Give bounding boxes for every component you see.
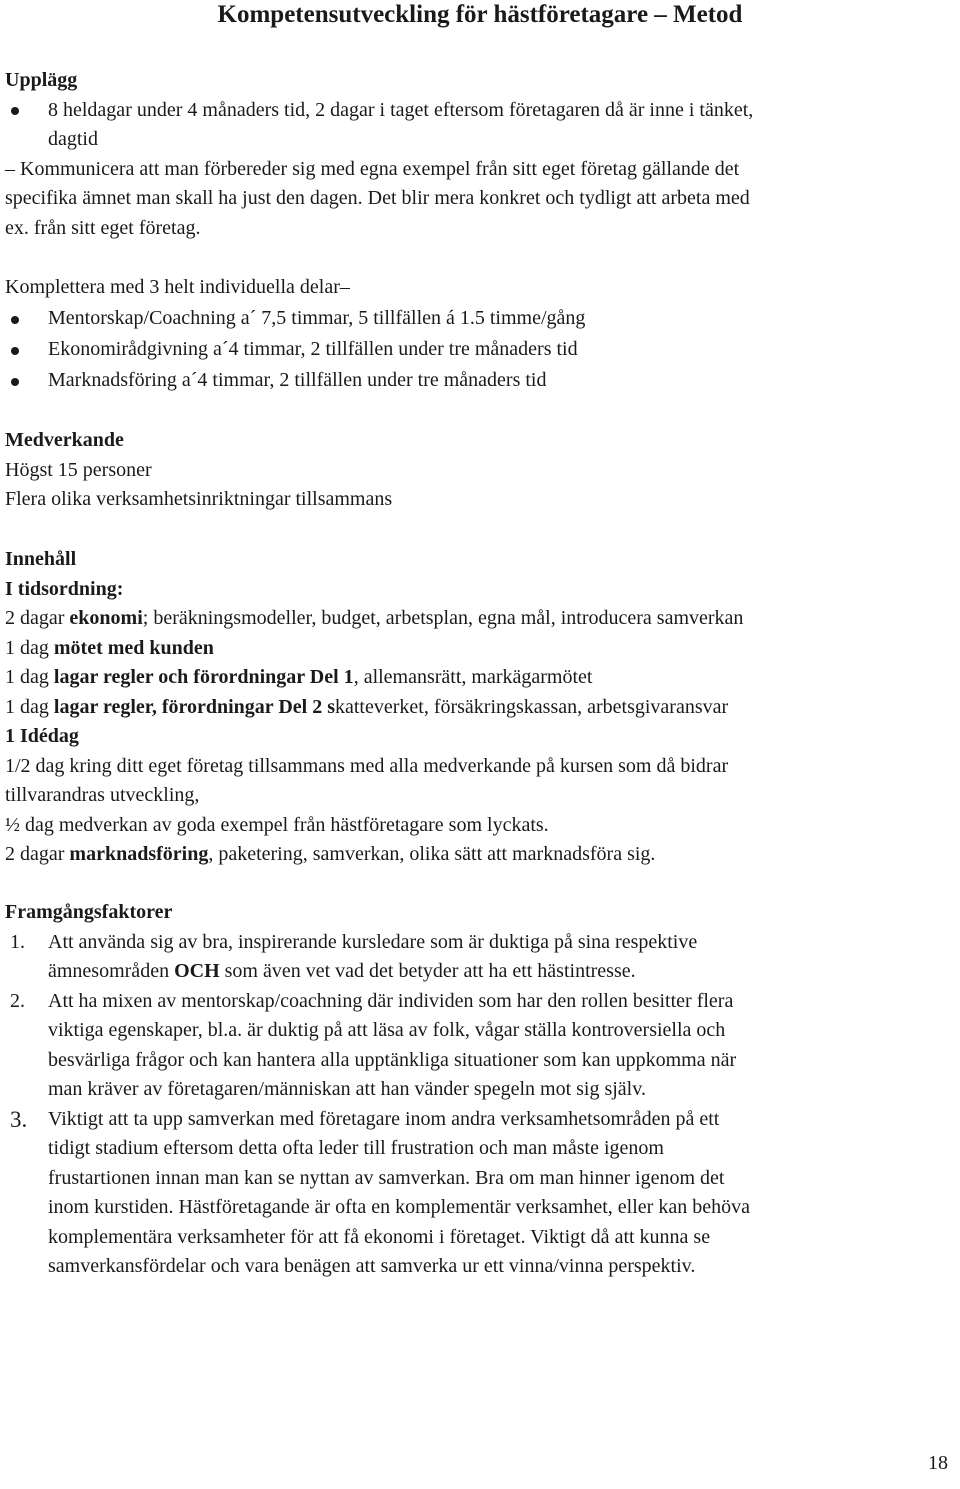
bullet-icon <box>11 107 19 115</box>
line-part: 2 dagar <box>5 607 70 629</box>
item-line: man kräver av företagaren/människan att han vänder spegeln mot sig själv. <box>48 1078 646 1100</box>
komplettera-item <box>5 303 955 334</box>
section-framgangsfaktorer <box>5 898 955 1282</box>
section-innehall <box>5 545 955 870</box>
upplagg-paragraph-line: specifika ämnet man skall ha just den dagen. Det blir mera konkret och tydligt att arbeta med <box>5 187 750 209</box>
upplagg-paragraph-line: ex. från sitt eget företag. <box>5 216 201 239</box>
upplagg-paragraph-line: – Kommunicera att man förbereder sig med egna exempel från sitt eget företag gällande det <box>5 157 740 180</box>
item-line: Att använda sig av bra, inspirerande kursledare som är duktiga på sina respektive <box>48 930 698 953</box>
page-number: 18 <box>928 1452 948 1474</box>
medverkande-heading: Medverkande <box>5 429 124 451</box>
item-line: besvärliga frågor och kan hantera alla upptänkliga situationer som kan uppkomma när <box>48 1048 737 1071</box>
line-part: , allemansrätt, markägarmötet <box>353 666 593 688</box>
innehall-line: 1/2 dag kring ditt eget företag tillsammans med alla medverkande på kursen som då bidrar <box>5 754 729 777</box>
item-line: Viktigt att ta upp samverkan med företagare inom andra verksamhetsområden på ett <box>48 1107 720 1130</box>
section-upplagg <box>5 66 955 243</box>
innehall-subheading: I tidsordning: <box>5 577 124 600</box>
komplettera-item <box>5 365 955 396</box>
innehall-line <box>5 634 955 664</box>
item-line: komplementära verksamheter för att få ekonomi i företaget. Viktigt då att kunna se <box>48 1225 711 1248</box>
item-line: viktiga egenskaper, bl.a. är duktig på att läsa av folk, vågar ställa kontroversiella och <box>48 1019 726 1041</box>
item-number: 1. <box>10 930 25 953</box>
line-part: 1 dag <box>5 666 54 688</box>
innehall-line: 1 Idédag <box>5 725 79 747</box>
framgang-item-3 <box>5 1105 955 1282</box>
medverkande-line: Flera olika verksamhetsinriktningar tillsammans <box>5 488 393 510</box>
page-title: Kompetensutveckling för hästföretagare – Metod <box>217 1 743 28</box>
line-emphasis: OCH <box>174 960 220 982</box>
line-part: ämnesområden <box>48 960 175 982</box>
innehall-line <box>5 663 955 693</box>
komplettera-item-text: Ekonomirådgivning a´4 timmar, 2 tillfällen under tre månaders tid <box>48 337 578 360</box>
line-emphasis: marknadsföring <box>69 843 209 865</box>
item-line: Att ha mixen av mentorskap/coachning där individen som har den rollen besitter flera <box>48 989 734 1012</box>
line-part: 2 dagar <box>5 843 70 865</box>
innehall-line: tillvarandras utveckling, <box>5 784 200 806</box>
item-line: frustartionen innan man kan se nyttan av samverkan. Bra om man hinner igenom det <box>48 1166 725 1189</box>
innehall-heading: Innehåll <box>5 548 77 570</box>
bullet-icon <box>11 347 19 355</box>
section-medverkande <box>5 426 955 515</box>
line-part: katteverket, försäkringskassan, arbetsgivaransvar <box>334 695 729 718</box>
section-komplettera <box>5 273 955 396</box>
upplagg-bullet-line: dagtid <box>48 128 98 150</box>
line-emphasis: lagar regler och förordningar Del 1 <box>53 666 354 688</box>
line-emphasis: lagar regler, förordningar Del 2 s <box>53 695 335 718</box>
line-part: , paketering, samverkan, olika sätt att marknadsföra sig. <box>208 843 656 865</box>
upplagg-heading: Upplägg <box>5 69 78 91</box>
line-part: 1 dag <box>5 636 54 659</box>
innehall-line <box>5 693 955 723</box>
komplettera-heading: Komplettera med 3 helt individuella delar– <box>5 276 350 298</box>
komplettera-item-text: Marknadsföring a´4 timmar, 2 tillfällen under tre månaders tid <box>48 368 547 391</box>
framgang-item-2 <box>5 987 955 1105</box>
item-line: inom kurstiden. Hästföretagande är ofta en komplementär verksamhet, eller kan behöva <box>48 1196 750 1218</box>
innehall-line: ½ dag medverkan av goda exempel från hästföretagare som lyckats. <box>5 813 549 836</box>
bullet-icon <box>11 316 19 324</box>
innehall-line <box>5 840 955 870</box>
item-number: 2. <box>10 989 25 1012</box>
innehall-line <box>5 604 955 634</box>
item-line: tidigt stadium eftersom detta ofta leder till frustration och man måste igenom <box>48 1137 664 1159</box>
line-emphasis: ekonomi <box>69 607 143 629</box>
line-part: ; beräkningsmodeller, budget, arbetsplan, egna mål, introducera samverkan <box>142 607 744 629</box>
medverkande-line: Högst 15 personer <box>5 458 152 481</box>
line-part: som även vet vad det betyder att ha ett hästintresse. <box>219 960 636 982</box>
upplagg-bullet-line: 8 heldagar under 4 månaders tid, 2 dagar i taget eftersom företagaren då är inne i tänket, <box>48 98 754 121</box>
item-line: samverkansfördelar och vara benägen att samverka ur ett vinna/vinna perspektiv. <box>48 1255 696 1277</box>
item-line <box>48 957 955 987</box>
komplettera-item <box>5 334 955 365</box>
bullet-icon <box>11 378 19 386</box>
framgang-heading: Framgångsfaktorer <box>5 901 173 923</box>
item-number: 3. <box>10 1106 28 1132</box>
upplagg-bullet <box>5 96 955 155</box>
line-emphasis: mötet med kunden <box>53 636 214 659</box>
line-part: 1 dag <box>5 695 54 718</box>
framgang-item-1 <box>5 928 955 987</box>
komplettera-item-text: Mentorskap/Coachning a´ 7,5 timmar, 5 tillfällen á 1.5 timme/gång <box>48 306 586 329</box>
